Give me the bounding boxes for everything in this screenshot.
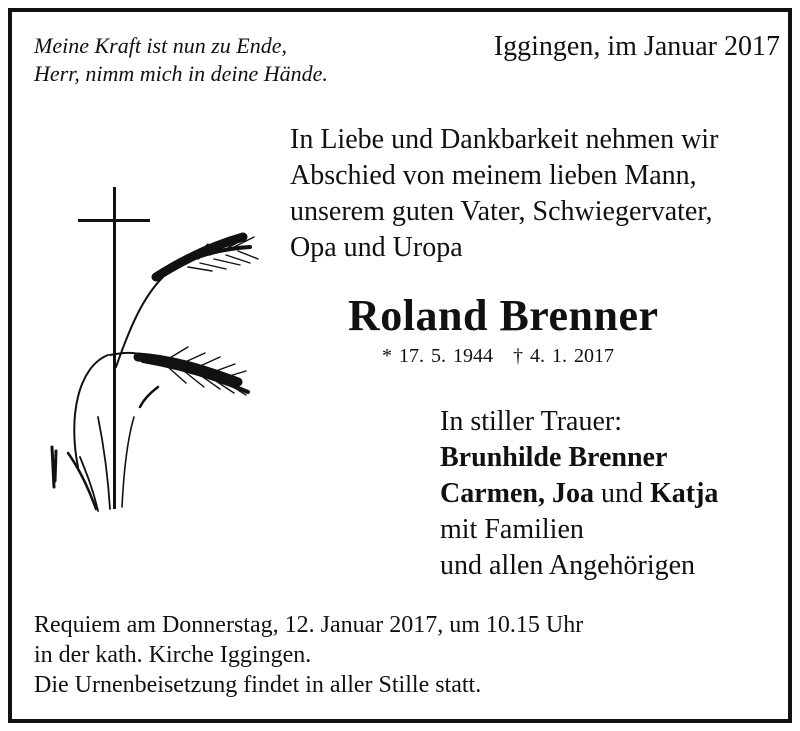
service-line-2: in der kath. Kirche Iggingen.: [34, 642, 312, 668]
poem-line-2: Herr, nimm mich in deine Hände.: [34, 61, 328, 86]
conjunction: und: [600, 478, 643, 509]
intro-line-2: Abschied von meinem lieben Mann,: [290, 160, 697, 191]
death-date: † 4. 1. 2017: [513, 345, 614, 367]
intro-text: [290, 122, 718, 266]
mourners-block: [440, 404, 718, 584]
intro-line-3: unserem guten Vater, Schwiegervater,: [290, 196, 713, 227]
obituary-frame: [8, 8, 792, 723]
poem: [34, 32, 328, 88]
spouse-line: [440, 440, 718, 476]
cross-icon: [78, 187, 150, 509]
child-name-3: Katja: [649, 478, 719, 509]
cross-and-wheat-illustration: [38, 167, 263, 517]
poem-line-1: Meine Kraft ist nun zu Ende,: [34, 33, 287, 58]
families-line: mit Familien: [440, 514, 584, 545]
deceased-name: Roland Brenner: [348, 291, 659, 340]
birth-date: * 17. 5. 1944: [382, 345, 493, 367]
relatives-line: und allen Angehörigen: [440, 550, 696, 581]
intro-line-4: Opa und Uropa: [290, 232, 463, 263]
service-info: [34, 610, 583, 700]
service-line-3: Die Urnenbeisetzung findet in aller Stille statt.: [34, 672, 482, 698]
mourning-heading: In stiller Trauer:: [440, 406, 622, 437]
life-dates: [382, 343, 614, 369]
children-line: [440, 476, 718, 512]
intro-line-1: In Liebe und Dankbarkeit nehmen wir: [290, 124, 719, 155]
child-name-2: Joa: [551, 478, 594, 509]
spouse-name: Brunhilde Brenner: [440, 442, 668, 473]
service-line-1: Requiem am Donnerstag, 12. Januar 2017, um 10.15 Uhr: [34, 612, 584, 638]
place-date: Iggingen, im Januar 2017: [493, 31, 780, 62]
wheat-ears-icon: [52, 237, 258, 511]
child-name-1: Carmen,: [440, 478, 545, 509]
